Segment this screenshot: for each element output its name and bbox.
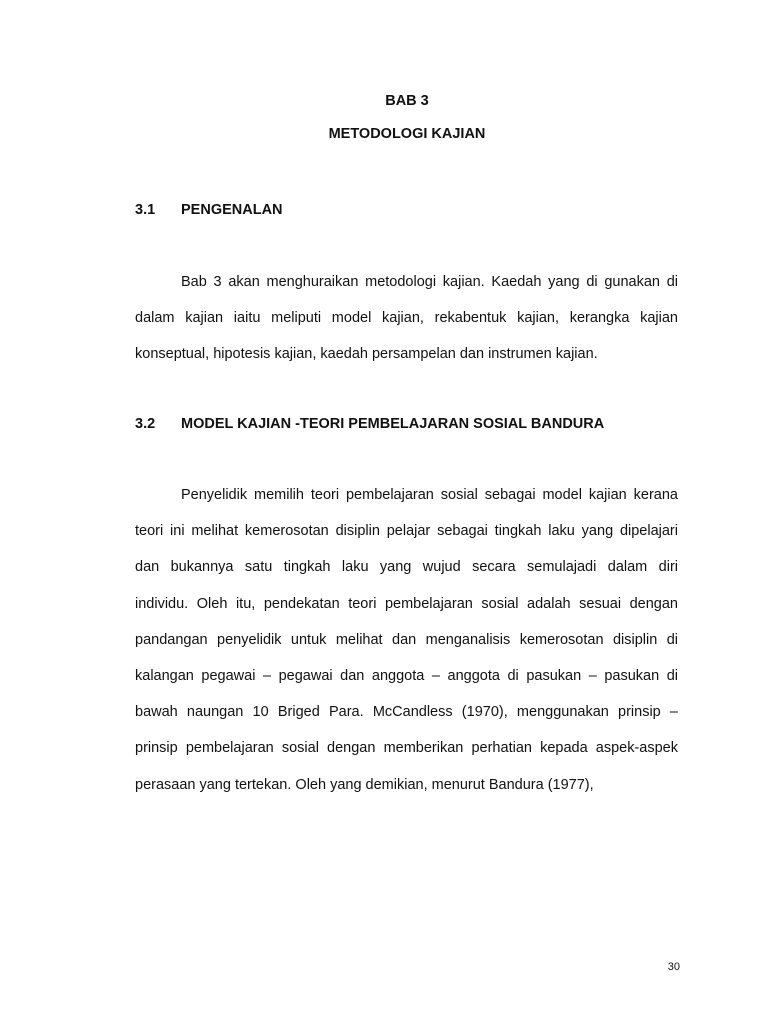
paragraph-line: prinsip pembelajaran sosial dengan memberikan perhatian kepada aspek-aspek — [135, 740, 678, 757]
paragraph-line: kalangan pegawai – pegawai dan anggota – anggota di pasukan – pasukan di — [135, 667, 678, 684]
paragraph-line: teori ini melihat kemerosotan disiplin pelajar sebagai tingkah laku yang dipelajari — [135, 523, 678, 540]
section-title: PENGENALAN — [181, 202, 283, 218]
paragraph-line: bawah naungan 10 Briged Para. McCandless (1970), menggunakan prinsip – — [135, 704, 678, 721]
paragraph-line: dan bukannya satu tingkah laku yang wujud secara semulajadi dalam diri — [135, 559, 678, 576]
section-title: MODEL KAJIAN -TEORI PEMBELAJARAN SOSIAL BANDURA — [181, 416, 605, 432]
chapter-label: BAB 3 — [385, 93, 429, 109]
page-number: 30 — [667, 961, 680, 973]
section-3-1-paragraph — [135, 264, 678, 373]
paragraph-line: individu. Oleh itu, pendekatan teori pembelajaran sosial adalah sesuai dengan — [135, 595, 678, 612]
paragraph-line: Penyelidik memilih teori pembelajaran sosial sebagai model kajian kerana — [181, 487, 678, 503]
section-number: 3.2 — [135, 416, 156, 432]
section-heading-3-1 — [135, 200, 283, 220]
paragraph-line: dalam kajian iaitu meliputi model kajian, rekabentuk kajian, kerangka kajian — [135, 310, 678, 327]
section-heading-3-2 — [135, 414, 604, 434]
paragraph-line: konseptual, hipotesis kajian, kaedah persampelan dan instrumen kajian. — [135, 346, 598, 363]
chapter-title: METODOLOGI KAJIAN — [328, 126, 486, 142]
paragraph-line: pandangan penyelidik untuk melihat dan menganalisis kemerosotan disiplin di — [135, 631, 678, 648]
paragraph-line: perasaan yang tertekan. Oleh yang demikian, menurut Bandura (1977), — [135, 776, 594, 793]
section-3-2-paragraph — [135, 477, 678, 803]
paragraph-line: Bab 3 akan menghuraikan metodologi kajian. Kaedah yang di gunakan di — [181, 274, 678, 290]
section-number: 3.1 — [135, 202, 156, 218]
